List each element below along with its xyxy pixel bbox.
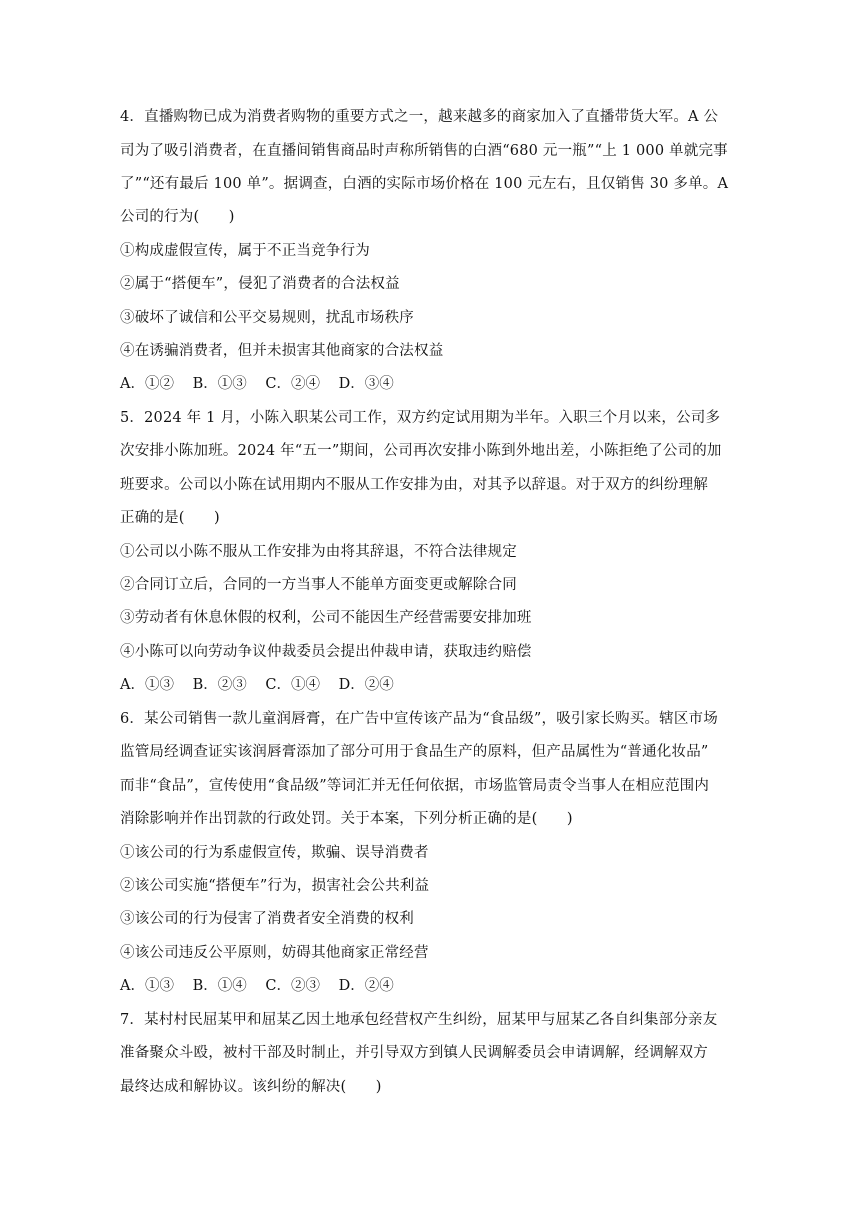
question-stem-line: 4．直播购物已成为消费者购物的重要方式之一，越来越多的商家加入了直播带货大军。A 公 xyxy=(120,109,719,125)
question-stem-line: 7．某村村民屈某甲和屈某乙因土地承包经营权产生纠纷，屈某甲与屈某乙各自纠集部分亲友 xyxy=(120,1012,718,1028)
question-stem-line: 而非“食品”，宣传使用“食品级”等词汇并无任何依据，市场监管局责令当事人在相应范围内 xyxy=(120,778,710,794)
question-stem-line: 司为了吸引消费者，在直播间销售商品时声称所销售的白酒“680 元一瓶”“上 1 000 单就完事 xyxy=(120,143,728,159)
question-stem-line: 5．2024 年 1 月，小陈入职某公司工作，双方约定试用期为半年。入职三个月以来，公司多 xyxy=(120,410,721,426)
choice-b: B．①③ xyxy=(192,376,247,392)
question-item: ②合同订立后，合同的一方当事人不能单方面变更或解除合同 xyxy=(120,577,517,593)
choice-d: D．③④ xyxy=(338,376,394,392)
choice-c: C．②③ xyxy=(265,978,320,994)
question-item: ④小陈可以向劳动争议仲裁委员会提出仲裁申请，获取违约赔偿 xyxy=(120,644,532,660)
question-stem-line: 正确的是( ) xyxy=(120,510,220,526)
question-item: ④该公司违反公平原则，妨碍其他商家正常经营 xyxy=(120,945,429,961)
question-item: ③破坏了诚信和公平交易规则，扰乱市场秩序 xyxy=(120,310,414,326)
question-stem-line: 最终达成和解协议。该纠纷的解决( ) xyxy=(120,1079,382,1095)
question-stem-line: 准备聚众斗殴，被村干部及时制止，并引导双方到镇人民调解委员会申请调解，经调解双方 xyxy=(120,1045,708,1061)
question-stem-line: 了”“还有最后 100 单”。据调查，白酒的实际市场价格在 100 元左右，且仅销售 30 多单。A xyxy=(120,176,729,192)
question-item: ②属于“搭便车”，侵犯了消费者的合法权益 xyxy=(120,276,400,292)
question-item: ①公司以小陈不服从工作安排为由将其辞退，不符合法律规定 xyxy=(120,544,517,560)
question-item: ③该公司的行为侵害了消费者安全消费的权利 xyxy=(120,911,414,927)
question-stem-line: 次安排小陈加班。2024 年“五一”期间，公司再次安排小陈到外地出差，小陈拒绝了公司的加 xyxy=(120,443,722,459)
choice-a: A．①③ xyxy=(120,978,174,994)
choice-b: B．②③ xyxy=(192,677,247,693)
choice-b: B．①④ xyxy=(192,978,247,994)
question-stem-line: 监管局经调查证实该润唇膏添加了部分可用于食品生产的原料，但产品属性为“普通化妆品” xyxy=(120,744,709,760)
question-item: ①构成虚假宣传，属于不正当竞争行为 xyxy=(120,243,370,259)
question-stem-line: 消除影响并作出罚款的行政处罚。关于本案，下列分析正确的是( ) xyxy=(120,811,573,827)
choice-a: A．①③ xyxy=(120,677,174,693)
question-stem-line: 公司的行为( ) xyxy=(120,209,235,225)
question-item: ②该公司实施“搭便车”行为，损害社会公共利益 xyxy=(120,878,430,894)
answer-choices xyxy=(120,976,408,996)
choice-d: D．②④ xyxy=(338,978,394,994)
choice-a: A．①② xyxy=(120,376,174,392)
question-stem-line: 6．某公司销售一款儿童润唇膏，在广告中宣传该产品为“食品级”，吸引家长购买。辖区市场 xyxy=(120,711,718,727)
question-item: ①该公司的行为系虚假宣传，欺骗、误导消费者 xyxy=(120,845,429,861)
answer-choices xyxy=(120,675,408,695)
choice-c: C．①④ xyxy=(265,677,320,693)
choice-d: D．②④ xyxy=(338,677,394,693)
answer-choices xyxy=(120,374,408,394)
question-item: ④在诱骗消费者，但并未损害其他商家的合法权益 xyxy=(120,343,444,359)
question-stem-line: 班要求。公司以小陈在试用期内不服从工作安排为由，对其予以辞退。对于双方的纠纷理解 xyxy=(120,477,708,493)
question-item: ③劳动者有休息休假的权利，公司不能因生产经营需要安排加班 xyxy=(120,610,532,626)
choice-c: C．②④ xyxy=(265,376,320,392)
